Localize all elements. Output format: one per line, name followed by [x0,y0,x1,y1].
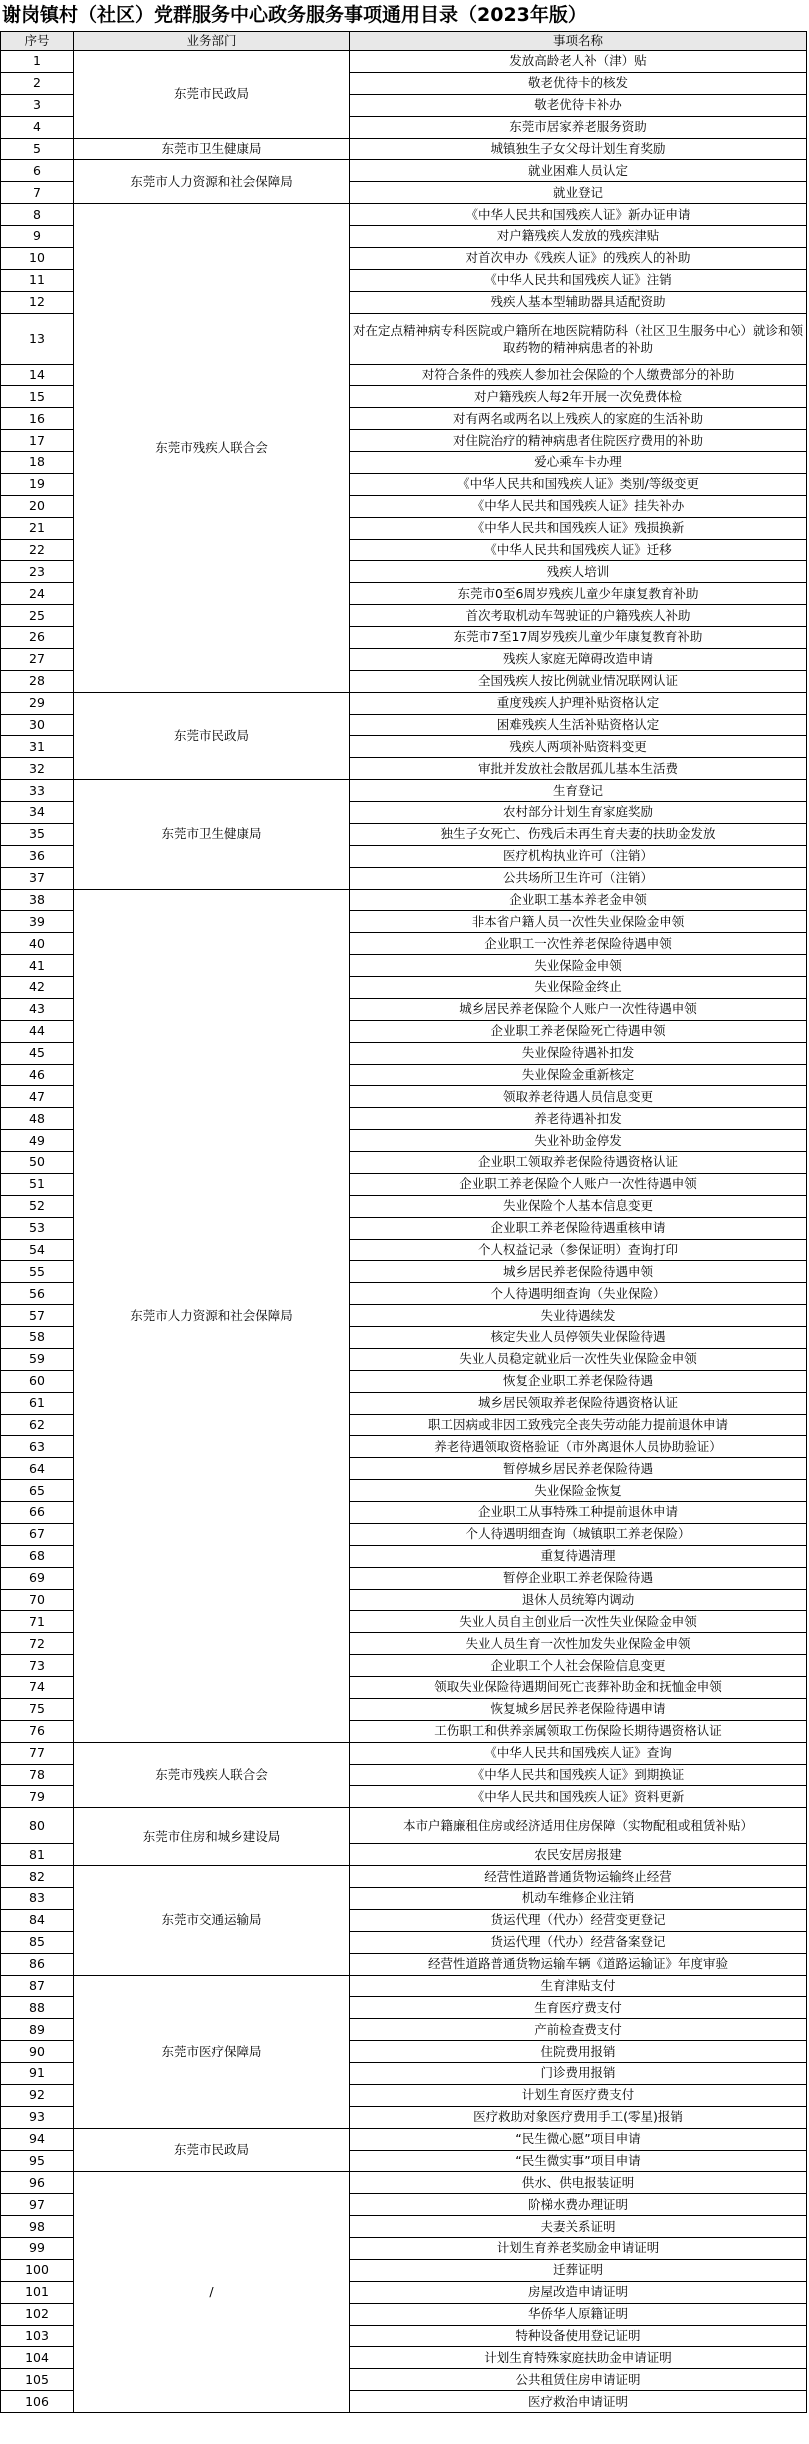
item-name-cell: 《中华人民共和国残疾人证》查询 [350,1742,807,1764]
row-number: 48 [1,1108,74,1130]
item-name-cell: 计划生育养老奖励金申请证明 [350,2238,807,2260]
row-number: 88 [1,1997,74,2019]
item-name-cell: 失业保险金恢复 [350,1480,807,1502]
row-number: 30 [1,714,74,736]
item-name-cell: 供水、供电报装证明 [350,2172,807,2194]
item-name-cell: 货运代理（代办）经营变更登记 [350,1909,807,1931]
item-name-cell: 对有两名或两名以上残疾人的家庭的生活补助 [350,408,807,430]
row-number: 103 [1,2325,74,2347]
item-name-cell: 失业人员生育一次性加发失业保险金申领 [350,1633,807,1655]
item-name-cell: 全国残疾人按比例就业情况联网认证 [350,670,807,692]
row-number: 24 [1,583,74,605]
row-number: 101 [1,2281,74,2303]
item-name-cell: 企业职工个人社会保险信息变更 [350,1655,807,1677]
department-cell: 东莞市民政局 [74,2128,350,2172]
item-name-cell: 失业待遇续发 [350,1305,807,1327]
item-name-cell: 对符合条件的残疾人参加社会保险的个人缴费部分的补助 [350,364,807,386]
table-row [1,1808,807,1844]
row-number: 44 [1,1020,74,1042]
item-name-cell: 对首次申办《残疾人证》的残疾人的补助 [350,247,807,269]
item-name-cell: 住院费用报销 [350,2041,807,2063]
department-cell: 东莞市残疾人联合会 [74,1742,350,1808]
item-name-cell: 失业保险金重新核定 [350,1064,807,1086]
item-name-cell: 城乡居民养老保险待遇申领 [350,1261,807,1283]
item-name-cell: 城乡居民领取养老保险待遇资格认证 [350,1392,807,1414]
item-name-cell: 困难残疾人生活补贴资格认定 [350,714,807,736]
row-number: 63 [1,1436,74,1458]
item-name-cell: 企业职工养老保险待遇重核申请 [350,1217,807,1239]
row-number: 86 [1,1953,74,1975]
department-cell: 东莞市民政局 [74,51,350,139]
row-number: 22 [1,539,74,561]
item-name-cell: 暂停城乡居民养老保险待遇 [350,1458,807,1480]
item-name-cell: 门诊费用报销 [350,2063,807,2085]
item-name-cell: 失业人员自主创业后一次性失业保险金申领 [350,1611,807,1633]
row-number: 10 [1,247,74,269]
row-number: 1 [1,51,74,73]
row-number: 45 [1,1042,74,1064]
row-number: 42 [1,977,74,999]
row-number: 87 [1,1975,74,1997]
row-number: 77 [1,1742,74,1764]
department-cell: 东莞市卫生健康局 [74,780,350,889]
table-row [1,160,807,182]
item-name-cell: 失业补助金停发 [350,1130,807,1152]
row-number: 102 [1,2303,74,2325]
row-number: 99 [1,2238,74,2260]
item-name-cell: 失业保险个人基本信息变更 [350,1195,807,1217]
row-number: 50 [1,1152,74,1174]
row-number: 32 [1,758,74,780]
table-row [1,1866,807,1888]
row-number: 70 [1,1589,74,1611]
row-number: 9 [1,226,74,248]
row-number: 98 [1,2216,74,2238]
item-name-cell: 生育登记 [350,780,807,802]
item-name-cell: 企业职工养老保险个人账户一次性待遇申领 [350,1173,807,1195]
row-number: 74 [1,1677,74,1699]
row-number: 91 [1,2063,74,2085]
item-name-cell: 医疗救助对象医疗费用手工(零星)报销 [350,2106,807,2128]
item-name-cell: 领取失业保险待遇期间死亡丧葬补助金和抚恤金申领 [350,1677,807,1699]
row-number: 56 [1,1283,74,1305]
item-name-cell: 《中华人民共和国残疾人证》资料更新 [350,1786,807,1808]
item-name-cell: 《中华人民共和国残疾人证》新办证申请 [350,204,807,226]
row-number: 67 [1,1523,74,1545]
item-name-cell: 农村部分计划生育家庭奖励 [350,802,807,824]
item-name-cell: 失业保险待遇补扣发 [350,1042,807,1064]
table-row [1,692,807,714]
item-name-cell: 《中华人民共和国残疾人证》类别/等级变更 [350,473,807,495]
row-number: 78 [1,1764,74,1786]
item-name-cell: 对户籍残疾人发放的残疾津贴 [350,226,807,248]
item-name-cell: 机动车维修企业注销 [350,1888,807,1910]
item-name-cell: 计划生育特殊家庭扶助金申请证明 [350,2347,807,2369]
row-number: 46 [1,1064,74,1086]
item-name-cell: 经营性道路普通货物运输终止经营 [350,1866,807,1888]
item-name-cell: 生育津贴支付 [350,1975,807,1997]
department-cell: 东莞市人力资源和社会保障局 [74,160,350,204]
row-number: 19 [1,473,74,495]
item-name-cell: 首次考取机动车驾驶证的户籍残疾人补助 [350,605,807,627]
item-name-cell: 城镇独生子女父母计划生育奖励 [350,138,807,160]
item-name-cell: 计划生育医疗费支付 [350,2084,807,2106]
item-name-cell: 失业保险金申领 [350,955,807,977]
item-name-cell: 暂停企业职工养老保险待遇 [350,1567,807,1589]
row-number: 105 [1,2369,74,2391]
item-name-cell: 房屋改造申请证明 [350,2281,807,2303]
item-name-cell: 医疗机构执业许可（注销） [350,845,807,867]
row-number: 11 [1,269,74,291]
item-name-cell: 特种设备使用登记证明 [350,2325,807,2347]
item-name-cell: 本市户籍廉租住房或经济适用住房保障（实物配租或租赁补贴） [350,1808,807,1844]
row-number: 8 [1,204,74,226]
row-number: 34 [1,802,74,824]
row-number: 76 [1,1720,74,1742]
row-number: 15 [1,386,74,408]
item-name-cell: 残疾人基本型辅助器具适配资助 [350,291,807,313]
table-row [1,1975,807,1997]
row-number: 18 [1,452,74,474]
row-number: 94 [1,2128,74,2150]
row-number: 93 [1,2106,74,2128]
row-number: 52 [1,1195,74,1217]
row-number: 73 [1,1655,74,1677]
department-cell: 东莞市人力资源和社会保障局 [74,889,350,1742]
row-number: 33 [1,780,74,802]
table-row [1,889,807,911]
item-name-cell: 《中华人民共和国残疾人证》挂失补办 [350,495,807,517]
item-name-cell: “民生微心愿”项目申请 [350,2128,807,2150]
row-number: 92 [1,2084,74,2106]
item-name-cell: 东莞市7至17周岁残疾儿童少年康复教育补助 [350,627,807,649]
table-header-row [1,32,807,51]
department-cell: 东莞市医疗保障局 [74,1975,350,2128]
row-number: 5 [1,138,74,160]
row-number: 27 [1,648,74,670]
table-row [1,2128,807,2150]
item-name-cell: 发放高龄老人补（津）贴 [350,51,807,73]
row-number: 95 [1,2150,74,2172]
row-number: 104 [1,2347,74,2369]
column-header-department: 业务部门 [74,32,350,51]
row-number: 54 [1,1239,74,1261]
service-items-table [0,31,807,2413]
row-number: 72 [1,1633,74,1655]
row-number: 61 [1,1392,74,1414]
row-number: 55 [1,1261,74,1283]
department-cell: 东莞市交通运输局 [74,1866,350,1975]
item-name-cell: 医疗救治申请证明 [350,2391,807,2413]
row-number: 3 [1,94,74,116]
row-number: 106 [1,2391,74,2413]
item-name-cell: 领取养老待遇人员信息变更 [350,1086,807,1108]
department-cell: 东莞市残疾人联合会 [74,204,350,693]
item-name-cell: 公共租赁住房申请证明 [350,2369,807,2391]
page-title: 谢岗镇村（社区）党群服务中心政务服务事项通用目录（2023年版） [2,4,587,26]
row-number: 43 [1,998,74,1020]
row-number: 36 [1,845,74,867]
item-name-cell: 重复待遇清理 [350,1545,807,1567]
item-name-cell: 对住院治疗的精神病患者住院医疗费用的补助 [350,430,807,452]
item-name-cell: 失业保险金终止 [350,977,807,999]
department-cell: 东莞市住房和城乡建设局 [74,1808,350,1866]
row-number: 80 [1,1808,74,1844]
item-name-cell: 养老待遇补扣发 [350,1108,807,1130]
row-number: 41 [1,955,74,977]
item-name-cell: 《中华人民共和国残疾人证》迁移 [350,539,807,561]
item-name-cell: 独生子女死亡、伤残后未再生育夫妻的扶助金发放 [350,823,807,845]
row-number: 57 [1,1305,74,1327]
row-number: 49 [1,1130,74,1152]
row-number: 21 [1,517,74,539]
row-number: 71 [1,1611,74,1633]
row-number: 62 [1,1414,74,1436]
row-number: 68 [1,1545,74,1567]
department-cell: 东莞市民政局 [74,692,350,780]
row-number: 100 [1,2259,74,2281]
item-name-cell: 敬老优待卡的核发 [350,72,807,94]
row-number: 35 [1,823,74,845]
item-name-cell: 就业困难人员认定 [350,160,807,182]
item-name-cell: 养老待遇领取资格验证（市外离退休人员协助验证） [350,1436,807,1458]
item-name-cell: 工伤职工和供养亲属领取工伤保险长期待遇资格认证 [350,1720,807,1742]
item-name-cell: 残疾人培训 [350,561,807,583]
row-number: 81 [1,1844,74,1866]
row-number: 96 [1,2172,74,2194]
row-number: 38 [1,889,74,911]
row-number: 4 [1,116,74,138]
item-name-cell: 东莞市居家养老服务资助 [350,116,807,138]
item-name-cell: 就业登记 [350,182,807,204]
item-name-cell: 《中华人民共和国残疾人证》残损换新 [350,517,807,539]
item-name-cell: 恢复城乡居民养老保险待遇申请 [350,1698,807,1720]
row-number: 40 [1,933,74,955]
item-name-cell: 夫妻关系证明 [350,2216,807,2238]
item-name-cell: 失业人员稳定就业后一次性失业保险金申领 [350,1348,807,1370]
row-number: 53 [1,1217,74,1239]
item-name-cell: 经营性道路普通货物运输车辆《道路运输证》年度审验 [350,1953,807,1975]
item-name-cell: 企业职工一次性养老保险待遇申领 [350,933,807,955]
item-name-cell: 《中华人民共和国残疾人证》到期换证 [350,1764,807,1786]
table-row [1,138,807,160]
item-name-cell: 货运代理（代办）经营备案登记 [350,1931,807,1953]
row-number: 29 [1,692,74,714]
item-name-cell: 残疾人家庭无障碍改造申请 [350,648,807,670]
row-number: 97 [1,2194,74,2216]
row-number: 7 [1,182,74,204]
row-number: 84 [1,1909,74,1931]
item-name-cell: 对户籍残疾人每2年开展一次免费体检 [350,386,807,408]
department-cell: 东莞市卫生健康局 [74,138,350,160]
item-name-cell: 华侨华人原籍证明 [350,2303,807,2325]
row-number: 23 [1,561,74,583]
item-name-cell: 残疾人两项补贴资料变更 [350,736,807,758]
item-name-cell: “民生微实事”项目申请 [350,2150,807,2172]
row-number: 85 [1,1931,74,1953]
item-name-cell: 《中华人民共和国残疾人证》注销 [350,269,807,291]
row-number: 79 [1,1786,74,1808]
row-number: 37 [1,867,74,889]
item-name-cell: 退休人员统筹内调动 [350,1589,807,1611]
row-number: 26 [1,627,74,649]
item-name-cell: 东莞市0至6周岁残疾儿童少年康复教育补助 [350,583,807,605]
row-number: 16 [1,408,74,430]
row-number: 58 [1,1327,74,1349]
item-name-cell: 产前检查费支付 [350,2019,807,2041]
row-number: 64 [1,1458,74,1480]
row-number: 75 [1,1698,74,1720]
row-number: 12 [1,291,74,313]
item-name-cell: 生育医疗费支付 [350,1997,807,2019]
row-number: 69 [1,1567,74,1589]
item-name-cell: 职工因病或非因工致残完全丧失劳动能力提前退休申请 [350,1414,807,1436]
item-name-cell: 个人待遇明细查询（失业保险） [350,1283,807,1305]
item-name-cell: 企业职工领取养老保险待遇资格认证 [350,1152,807,1174]
row-number: 47 [1,1086,74,1108]
item-name-cell: 迁葬证明 [350,2259,807,2281]
item-name-cell: 非本省户籍人员一次性失业保险金申领 [350,911,807,933]
column-header-item-name: 事项名称 [350,32,807,51]
item-name-cell: 重度残疾人护理补贴资格认定 [350,692,807,714]
table-row [1,51,807,73]
row-number: 82 [1,1866,74,1888]
item-name-cell: 企业职工基本养老金申领 [350,889,807,911]
row-number: 51 [1,1173,74,1195]
item-name-cell: 爱心乘车卡办理 [350,452,807,474]
item-name-cell: 个人待遇明细查询（城镇职工养老保险） [350,1523,807,1545]
table-row [1,780,807,802]
row-number: 59 [1,1348,74,1370]
row-number: 65 [1,1480,74,1502]
row-number: 20 [1,495,74,517]
item-name-cell: 阶梯水费办理证明 [350,2194,807,2216]
row-number: 90 [1,2041,74,2063]
row-number: 2 [1,72,74,94]
row-number: 25 [1,605,74,627]
table-row [1,1742,807,1764]
row-number: 31 [1,736,74,758]
item-name-cell: 恢复企业职工养老保险待遇 [350,1370,807,1392]
table-row [1,2172,807,2194]
item-name-cell: 城乡居民养老保险个人账户一次性待遇申领 [350,998,807,1020]
row-number: 83 [1,1888,74,1910]
row-number: 66 [1,1502,74,1524]
item-name-cell: 企业职工养老保险死亡待遇申领 [350,1020,807,1042]
item-name-cell: 企业职工从事特殊工种提前退休申请 [350,1502,807,1524]
item-name-cell: 公共场所卫生许可（注销） [350,867,807,889]
department-cell: / [74,2172,350,2413]
row-number: 13 [1,313,74,364]
row-number: 39 [1,911,74,933]
row-number: 89 [1,2019,74,2041]
item-name-cell: 敬老优待卡补办 [350,94,807,116]
item-name-cell: 核定失业人员停领失业保险待遇 [350,1327,807,1349]
item-name-cell: 个人权益记录（参保证明）查询打印 [350,1239,807,1261]
item-name-cell: 对在定点精神病专科医院或户籍所在地医院精防科（社区卫生服务中心）就诊和领取药物的精神病患者的补助 [350,313,807,364]
row-number: 60 [1,1370,74,1392]
row-number: 28 [1,670,74,692]
row-number: 6 [1,160,74,182]
item-name-cell: 审批并发放社会散居孤儿基本生活费 [350,758,807,780]
row-number: 14 [1,364,74,386]
row-number: 17 [1,430,74,452]
table-row [1,204,807,226]
column-header-number: 序号 [1,32,74,51]
item-name-cell: 农民安居房报建 [350,1844,807,1866]
